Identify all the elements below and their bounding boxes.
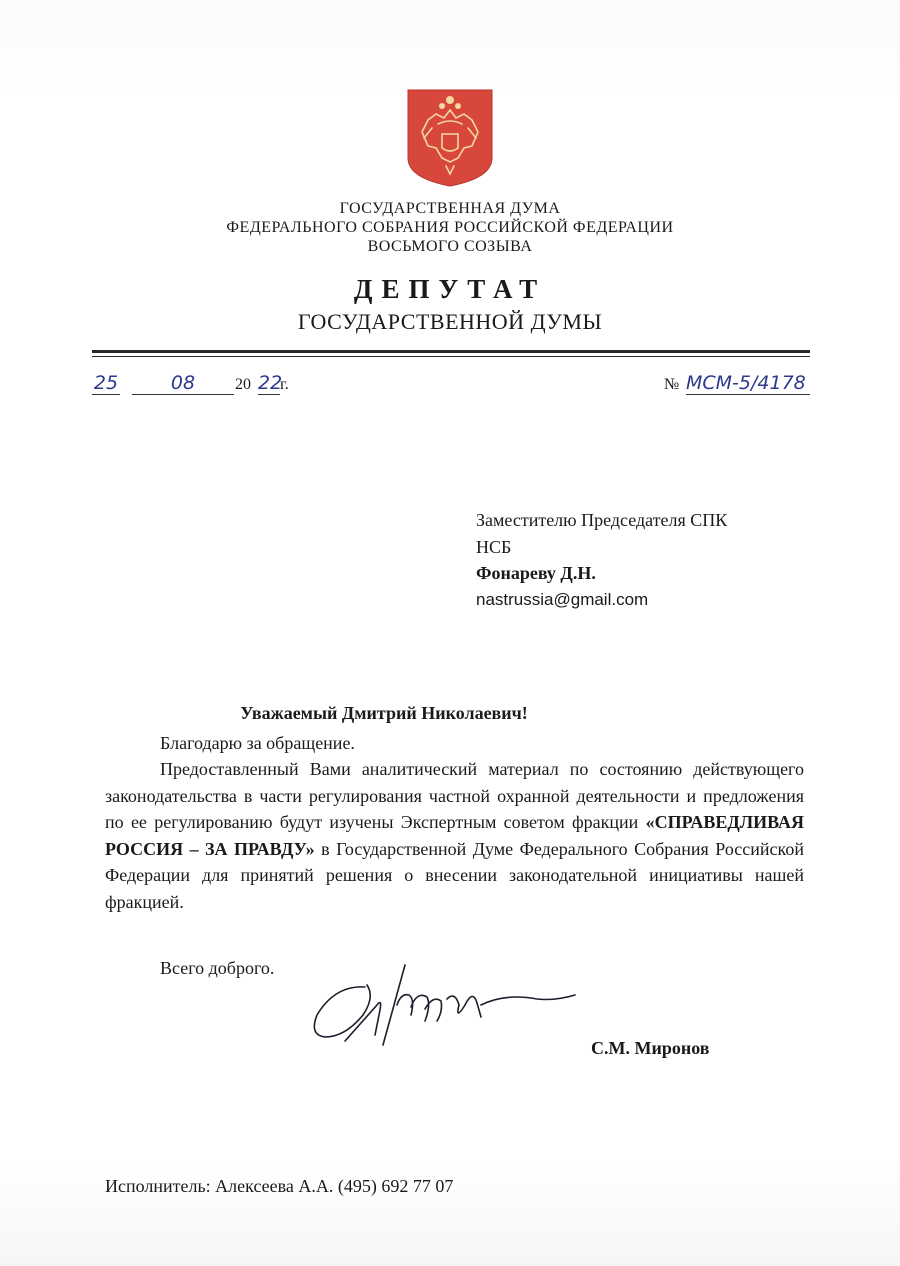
- letter-body: [105, 756, 804, 915]
- recipient-name: Фонареву Д.Н.: [476, 563, 596, 583]
- recipient-email: nastrussia@gmail.com: [476, 590, 649, 609]
- registration-number: [664, 370, 814, 396]
- header-rule-thick: [92, 350, 810, 353]
- org-line-1: ГОСУДАРСТВЕННАЯ ДУМА: [339, 200, 561, 217]
- thanks-line: Благодарю за обращение.: [160, 733, 355, 753]
- number-value: МСМ-5/4178: [686, 372, 810, 395]
- recipient-organization: НСБ: [476, 537, 512, 557]
- salutation: Уважаемый Дмитрий Николаевич!: [240, 703, 528, 723]
- recipient-position: Заместителю Председателя СПК: [476, 510, 728, 530]
- closing: Всего доброго.: [160, 958, 275, 978]
- date-year-marker: г.: [280, 376, 289, 393]
- body-text-part-1: Предоставленный Вами аналитический материал по состоянию действующего законодательства в части регулирования частной охранной деятельности и предложения по ее регулированию будут изучены Экспертным советом фракции: [105, 759, 804, 832]
- letterhead-subtitle: ГОСУДАРСТВЕННОЙ ДУМЫ: [297, 309, 603, 334]
- org-line-2: ФЕДЕРАЛЬНОГО СОБРАНИЯ РОССИЙСКОЙ ФЕДЕРАЦИИ: [226, 219, 674, 236]
- letter-date: [92, 370, 312, 396]
- faction-name: «СПРАВЕДЛИВАЯ РОССИЯ – ЗА ПРАВДУ»: [105, 812, 804, 859]
- number-sign: №: [664, 376, 680, 393]
- date-year-suffix: 22: [258, 372, 283, 394]
- date-month: 08: [132, 372, 234, 395]
- executor-line: Исполнитель: Алексеева А.А. (495) 692 77 07: [105, 1176, 454, 1196]
- date-year-prefix: 20: [235, 376, 251, 393]
- header-rule-thin: [92, 356, 810, 357]
- handwritten-signature: [305, 945, 595, 1055]
- date-day: 25: [93, 372, 119, 394]
- russian-coat-of-arms-icon: [406, 88, 494, 188]
- signer-name: С.М. Миронов: [591, 1038, 710, 1058]
- body-text-part-2: в Государственной Думе Федерального Собрания Российской Федерации для принятий решения о внесении законодательной инициативы нашей фракцией.: [105, 838, 804, 912]
- org-line-3: ВОСЬМОГО СОЗЫВА: [367, 238, 533, 255]
- letterhead-title: ДЕПУТАТ: [353, 274, 547, 304]
